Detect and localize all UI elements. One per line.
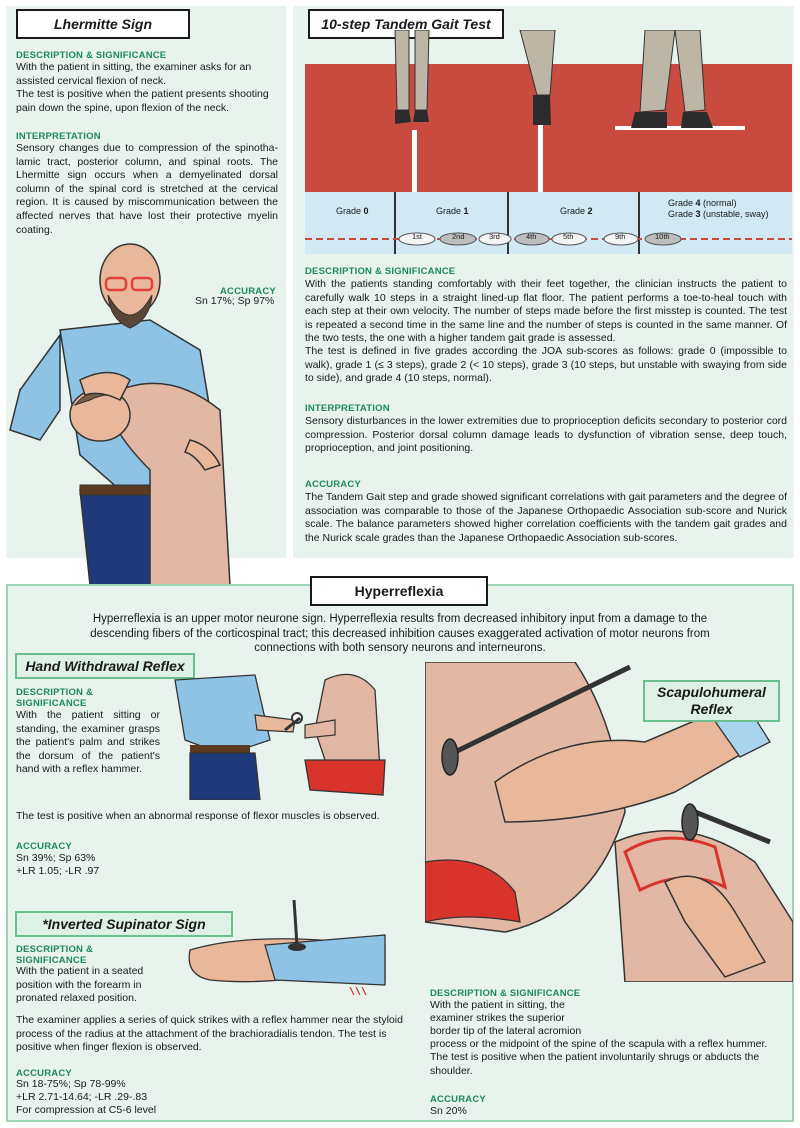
scapulo-accuracy: Sn 20% xyxy=(430,1105,467,1117)
tandem-interp: Sensory disturbances in the lower extremities due to proprioception deficits secondary to posterior cord compression. Posterior dorsal column damage leads to dysfunction of vibration sense, deep touch, proprioception, and joint positioning. xyxy=(305,415,787,455)
step-label: 9th xyxy=(615,232,626,241)
scapulo-accuracy-heading: ACCURACY xyxy=(430,1094,486,1105)
hyperreflexia-title: Hyperreflexia xyxy=(310,576,488,606)
supinator-desc-heading: DESCRIPTION & xyxy=(16,944,94,955)
tandem-desc-grades: The test is defined in five grades according the JOA sub-scores as follows: grade 0 (impossible to walk), grade 1 (≤ 3 steps), grade 2 (< 10 steps), grade 3 (10 steps, but unstable with swaying from side to side), and grade 4 (10 steps, normal). xyxy=(305,345,787,385)
hand-title: Hand Withdrawal Reflex xyxy=(15,653,195,679)
scapulohumeral-title xyxy=(643,680,780,722)
step-track xyxy=(305,228,792,250)
hand-accuracy-heading: ACCURACY xyxy=(16,841,72,852)
lhermitte-illustration xyxy=(0,240,290,585)
scapulo-desc-positive: The test is positive when the patient involuntarily shrugs or abducts the shoulder. xyxy=(430,1051,760,1077)
hand-desc-positive: The test is positive when an abnormal response of flexor muscles is observed. xyxy=(16,810,380,822)
grade-0-label: Grade 0 xyxy=(336,206,369,216)
lhermitte-interp-heading: INTERPRETATION xyxy=(16,131,101,142)
scapulo-desc-heading: DESCRIPTION & SIGNIFICANCE xyxy=(430,988,581,999)
lhermitte-interp: Sensory changes due to compression of the spinotha-lamic tract, posterior column, and spinal roots. The Lhermitte sign occurs when a demyelinated dorsal column of the spinal cord is stretched at the cervical region. It is caused by miscommunication between the affected nerves that have lost their protective myelin coating. xyxy=(16,142,278,236)
lhermitte-desc: With the patient in sitting, the examiner asks for an assisted cervical flexion of neck. xyxy=(16,61,252,87)
grade-2-label: Grade 2 xyxy=(560,206,593,216)
scapulo-desc-line: examiner strikes the superior xyxy=(430,1012,565,1024)
tandem-desc: With the patients standing comfortably with their feet together, the clinician instructs the patient to carefully walk 10 steps in a straight lined-up flat floor. The patient performs a toe-to-heal touch with each step at their own velocity. The number of steps made before the first misstep is counted. The test is repeated a second time in the same line and the number of steps is counted in the same manner. Of the two tests, the one with a higher tandem gait grade is assessed. xyxy=(305,278,787,345)
supinator-accuracy-heading: ACCURACY xyxy=(16,1068,72,1079)
hand-acc-1: Sn 39%; Sp 63% xyxy=(16,852,96,864)
scapulo-desc-line: process or the midpoint of the spine of the scapula with a reflex hummer. xyxy=(430,1038,768,1050)
hand-acc-2: +LR 1.05; -LR .97 xyxy=(16,865,100,877)
step-label: 5th xyxy=(563,232,574,241)
lhermitte-accuracy-heading: ACCURACY xyxy=(220,286,276,297)
lhermitte-title: Lhermitte Sign xyxy=(16,9,190,39)
lhermitte-accuracy: Sn 17%; Sp 97% xyxy=(195,295,275,307)
supinator-acc-3: For compression at C5-6 level xyxy=(16,1104,157,1116)
scapulo-desc-line: border tip of the lateral acromion xyxy=(430,1025,582,1037)
step-label: 4th xyxy=(526,232,537,241)
step-label: 3rd xyxy=(489,232,500,241)
grade-1-label: Grade 1 xyxy=(436,206,469,216)
supinator-desc: With the patient in a seated position with the forearm in pronated relaxed position. xyxy=(16,965,144,1005)
hand-illustration xyxy=(165,660,400,800)
hand-desc-heading: DESCRIPTION & xyxy=(16,687,94,698)
lhermitte-desc-positive: The test is positive when the patient presents shooting pain down the spine, upon flexion of the neck. xyxy=(16,88,269,114)
tandem-accuracy-heading: ACCURACY xyxy=(305,479,361,490)
hand-desc: With the patient sitting or standing, the examiner grasps the patient's palm and strikes the dorsum of the patient's hand with a reflex hammer. xyxy=(16,709,160,776)
supinator-desc-procedure: The examiner applies a series of quick strikes with a reflex hammer near the styloid process of the radius at the attachment of the brachioradialis tendon. The test is positive when finger flexion is observed. xyxy=(16,1014,403,1054)
supinator-acc-2: +LR 2.71-14.64; -LR .29-.83 xyxy=(16,1091,148,1103)
tandem-accuracy: The Tandem Gait step and grade showed significant correlations with gait parameters and the degree of association was comparable to those of the Japanese Orthopaedic Association sub-score and Nurick scale. The balance parameters showed higher correlation coefficients with the tandem gait grades and the Nurick scale grades than the Japanese Orthopaedic Association sub-scores. xyxy=(305,491,787,544)
scapulohumeral-title-line: Scapulohumeral xyxy=(657,684,766,700)
grade-4-label: Grade 4 (normal) xyxy=(668,198,737,208)
hand-desc-heading: SIGNIFICANCE xyxy=(16,698,87,709)
gait-illustration xyxy=(305,30,792,192)
tandem-interp-heading: INTERPRETATION xyxy=(305,403,390,414)
hyperreflexia-intro: Hyperreflexia is an upper motor neurone sign. Hyperreflexia results from decreased inhibitory input from a damage to the descending fibers of the corticospinal tract; this decreased inhibition causes exaggerated activation of motor neurons from connections with both sensory neurons and interneurons. xyxy=(90,613,710,655)
step-label: 2nd xyxy=(452,232,465,241)
grade-3-label: Grade 3 (unstable, sway) xyxy=(668,209,769,219)
scapulohumeral-title-line: Reflex xyxy=(690,701,733,717)
tandem-title: 10-step Tandem Gait Test xyxy=(308,9,504,39)
step-label: 1st xyxy=(412,232,423,241)
supinator-desc-heading: SIGNIFICANCE xyxy=(16,955,87,966)
step-label: 10th xyxy=(655,232,670,241)
lhermitte-desc-heading: DESCRIPTION & SIGNIFICANCE xyxy=(16,50,167,61)
tandem-desc-heading: DESCRIPTION & SIGNIFICANCE xyxy=(305,266,456,277)
supinator-title: *Inverted Supinator Sign xyxy=(15,911,233,937)
supinator-illustration xyxy=(180,895,400,1005)
supinator-acc-1: Sn 18-75%; Sp 78-99% xyxy=(16,1078,126,1090)
scapulo-desc-line: With the patient in sitting, the xyxy=(430,999,565,1011)
